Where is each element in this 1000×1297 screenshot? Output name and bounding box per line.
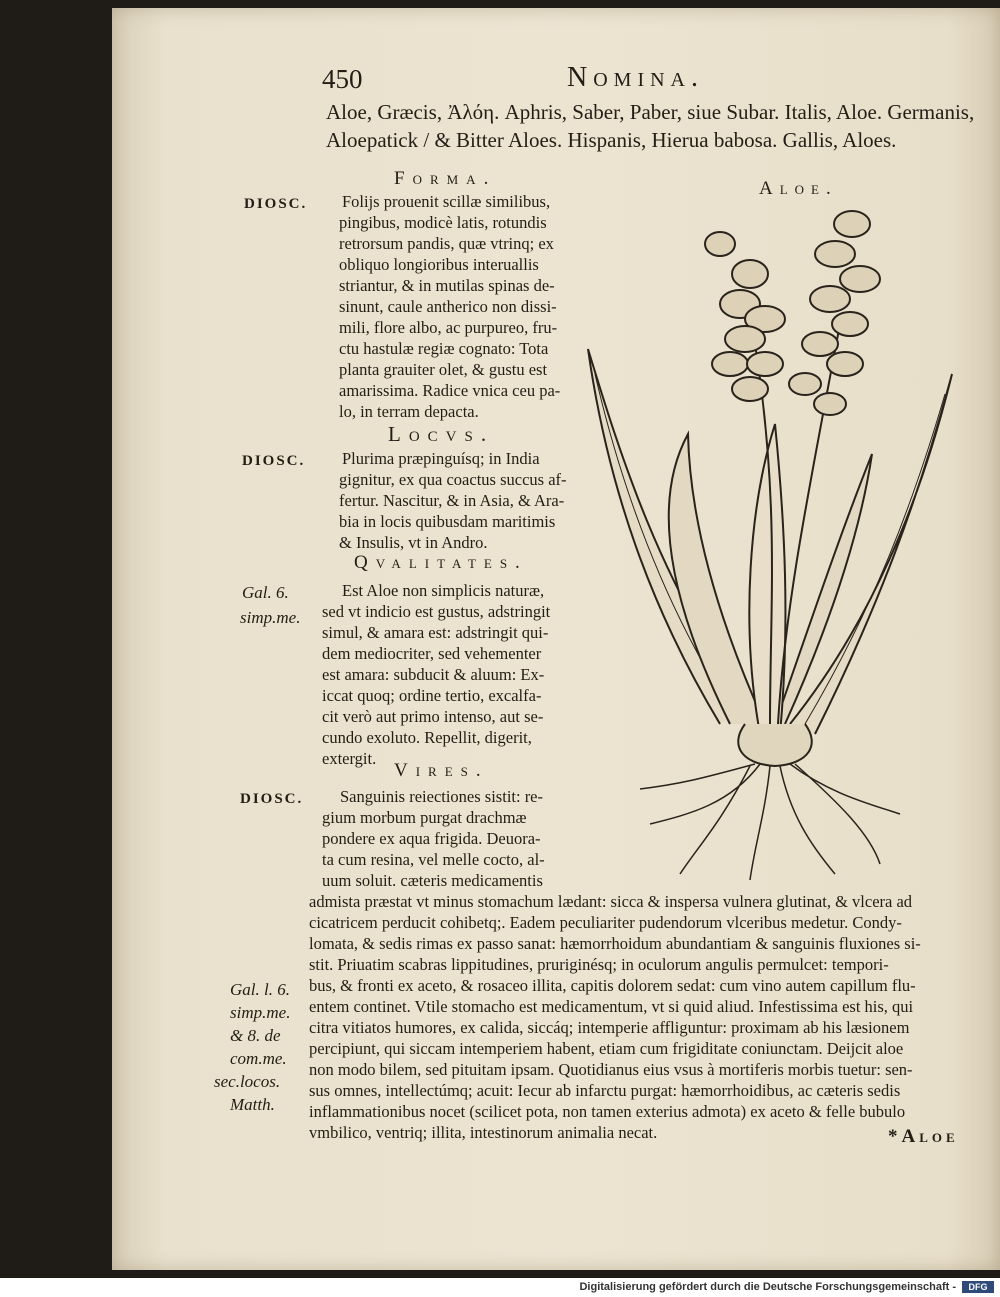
forma-line: pingibus, modicè latis, rotundis: [339, 213, 547, 232]
funding-credit: Digitalisierung gefördert durch die Deutsche Forschungsgemeinschaft -: [579, 1281, 956, 1293]
vires-wide-line: cicatricem perducit cohibetq;. Eadem peculiariter pudendorum vlceribus medetur. Condy-: [309, 913, 902, 932]
qualitates-line: iccat quoq; ordine tertio, excalfa-: [322, 686, 542, 705]
vires-wide-line: percipiunt, qui siccam intemperiem habent, etiam cum frigiditate coniunctam. Deijcit aloe: [309, 1039, 904, 1058]
vires-line: Sanguinis reiectiones sistit: re-: [340, 787, 544, 806]
plant-title: Aloe.: [759, 178, 838, 199]
vires-line: ta cum resina, vel melle cocto, al-: [322, 850, 545, 869]
headline-line-2: Aloepatick / & Bitter Aloes. Hispanis, Hierua babosa. Gallis, Aloes.: [326, 128, 897, 152]
locus-line: bia in locis quibusdam maritimis: [339, 512, 556, 531]
section-heading-locus: Locvs.: [388, 422, 495, 446]
forma-line: Folijs prouenit scillæ similibus,: [342, 192, 551, 211]
margin-note: Matth.: [230, 1095, 275, 1114]
qualitates-line: cundo exoluto. Repellit, digerit,: [322, 728, 532, 747]
vires-line: uum soluit. cæteris medicamentis: [322, 871, 543, 890]
forma-line: amarissima. Radice vnica ceu pa-: [339, 381, 561, 400]
forma-line: sinunt, caule antherico non dissi-: [339, 297, 557, 316]
section-heading-qualitates: Qvalitates.: [354, 552, 528, 573]
dfg-logo: DFG: [962, 1281, 994, 1293]
vires-wide-line: entem continet. Vtile stomacho est medicamentum, vt si quid aliud. Infestissima est his, qui: [309, 997, 914, 1016]
page-number: 450: [322, 64, 363, 94]
section-heading-vires: Vires.: [394, 760, 489, 781]
vires-wide-line: lomata, & sedis rimas ex passo sanat: hæmorrhoidum abundantiam & sanguinis fluxiones si-: [309, 934, 921, 953]
vires-wide-line: non modo bilem, sed pituitam ipsam. Quotidianus eius vsus à mortiferis morbis tuetur: sen-: [309, 1060, 913, 1079]
side-note-qualitates-1: Gal. 6.: [242, 583, 289, 602]
margin-note: sec.locos.: [214, 1072, 281, 1091]
vires-line: pondere ex aqua frigida. Deuora-: [322, 829, 541, 848]
forma-line: lo, in terram depacta.: [339, 402, 479, 421]
margin-note: Gal. l. 6.: [230, 980, 290, 999]
margin-note: com.me.: [230, 1049, 287, 1068]
side-note-locus: DIOSC.: [242, 453, 306, 469]
vires-wide-line: inflammationibus nocet (scilicet pota, non tamen exterius admota) ex aceto & felle bubulo: [309, 1102, 906, 1121]
book-page: [112, 8, 1000, 1270]
footer-bar: [0, 1278, 1000, 1297]
section-heading-forma: Forma.: [394, 168, 497, 189]
qualitates-line: cit verò aut primo intenso, aut se-: [322, 707, 544, 726]
vires-line: gium morbum purgat drachmæ: [322, 808, 527, 827]
side-note-qualitates-2: simp.me.: [240, 608, 301, 627]
qualitates-line: extergit.: [322, 749, 377, 768]
vires-wide-line: stit. Priuatim scabras lippitudines, pruriginésq; in oculorum angulis permulcet: tempori-: [309, 955, 889, 974]
forma-line: retrorsum pandis, quæ vtrinq; ex: [339, 234, 554, 253]
forma-line: striantur, & in mutilas spinas de-: [339, 276, 555, 295]
vires-wide-line: bus, & fronti ex aceto, & rosaceo illita, capitis dolorem sedat: cum vino autem capillum flu-: [309, 976, 916, 995]
margin-note: & 8. de: [230, 1026, 281, 1045]
qualitates-line: dem mediocriter, sed vehementer: [322, 644, 542, 663]
forma-line: obliquo longioribus interuallis: [339, 255, 539, 274]
qualitates-line: Est Aloe non simplicis naturæ,: [342, 581, 545, 600]
forma-line: ctu hastulæ regiæ cognato: Tota: [339, 339, 549, 358]
locus-line: fertur. Nascitur, & in Asia, & Ara-: [339, 491, 565, 510]
catchword: *Aloe: [888, 1126, 959, 1147]
qualitates-line: sed vt indicio est gustus, adstringit: [322, 602, 551, 621]
locus-line: Plurima præpinguísq; in India: [342, 449, 540, 468]
side-note-forma: DIOSC.: [244, 196, 308, 212]
margin-note: simp.me.: [230, 1003, 291, 1022]
forma-line: mili, flore albo, ac purpureo, fru-: [339, 318, 558, 337]
aloe-woodcut-illustration: [580, 204, 962, 880]
qualitates-line: simul, & amara est: adstringit qui-: [322, 623, 549, 642]
locus-line: gignitur, ex qua coactus succus af-: [339, 470, 567, 489]
vires-wide-line: sus omnes, intellectúmq; acuit: Iecur ab infarctu purgat: hæmorrhoidibus, ac cæteris sedis: [309, 1081, 901, 1100]
forma-line: planta grauiter olet, & gustu est: [339, 360, 548, 379]
vires-wide-line: citra vitiatos humores, ex calida, siccáq; intemperie affliguntur: proximam ab his læsionem: [309, 1018, 910, 1037]
running-head: Nomina.: [567, 62, 704, 93]
vires-wide-line: vmbilico, ventriq; illita, intestinorum animalia necat.: [309, 1123, 658, 1142]
vires-wide-line: admista præstat vt minus stomachum lædant: sicca & inspersa vulnera glutinat, & vlcera ad: [309, 892, 913, 911]
locus-line: & Insulis, vt in Andro.: [339, 533, 488, 552]
side-note-vires: DIOSC.: [240, 791, 304, 807]
headline-line-1: Aloe, Græcis, Ἀλόη. Aphris, Saber, Paber, siue Subar. Italis, Aloe. Germanis,: [326, 100, 975, 124]
qualitates-line: est amara: subducit & aluum: Ex-: [322, 665, 545, 684]
